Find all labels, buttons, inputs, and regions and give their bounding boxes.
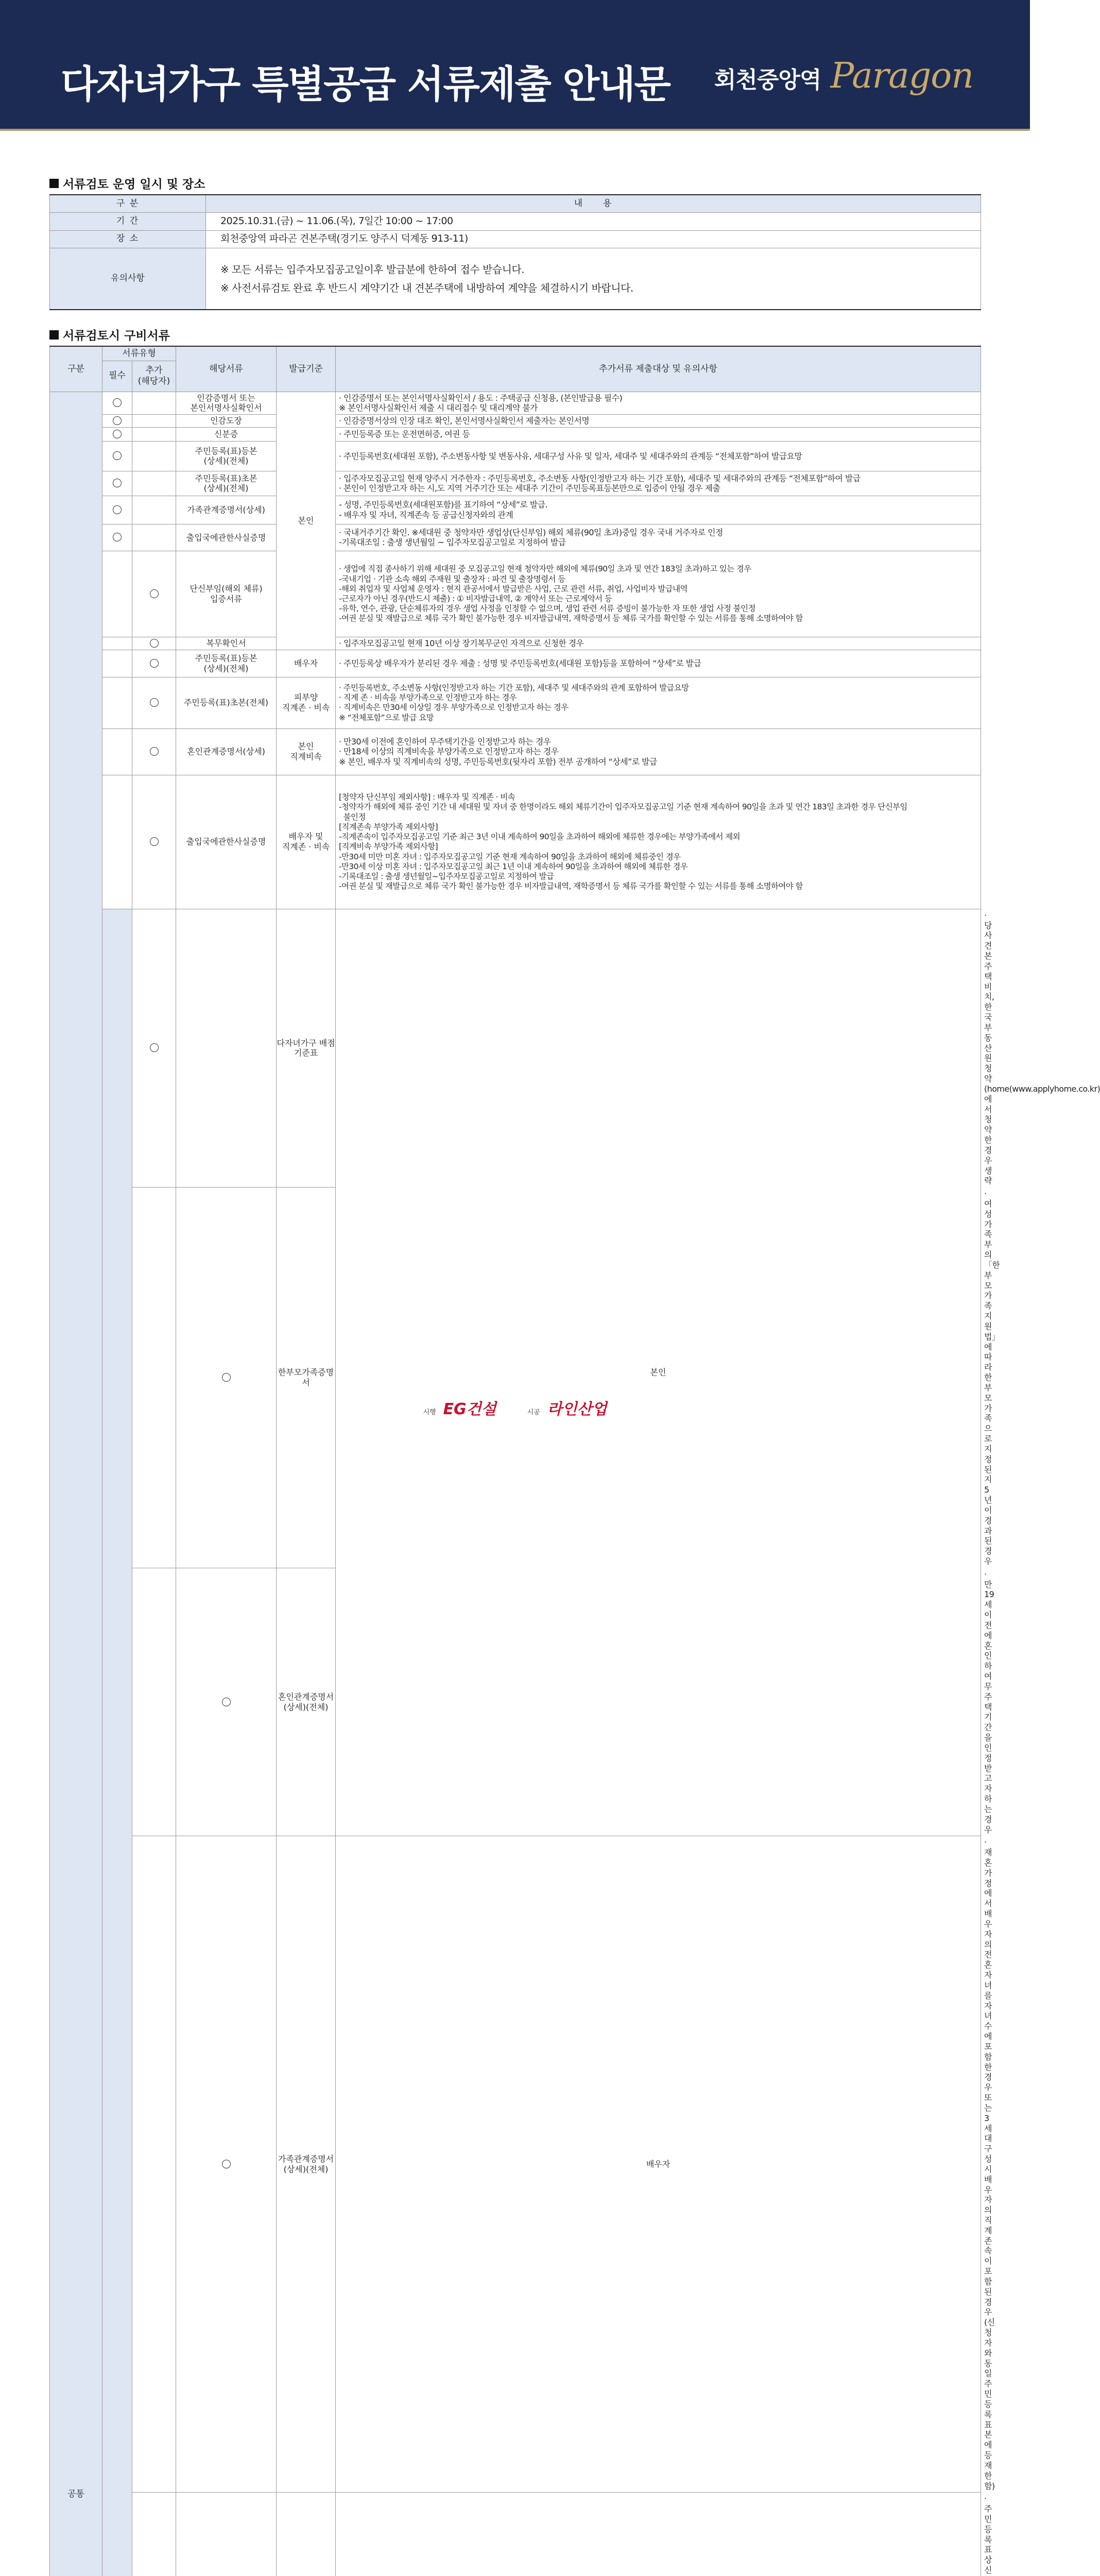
required-cell	[132, 1188, 176, 1568]
table-row: · 주민등록표상 신	[50, 2493, 981, 2576]
additional-cell	[132, 524, 176, 551]
circle-mark-icon	[113, 398, 122, 407]
document-name: 혼인관계증명서 (상세)(전체)	[277, 1568, 336, 1836]
issue-basis: 배우자	[277, 650, 336, 677]
col-category: 구분	[50, 346, 102, 392]
circle-mark-icon	[113, 451, 122, 460]
additional-cell	[132, 650, 176, 677]
document-name: 주민등록(표)등본 (상세)(전체)	[176, 441, 277, 471]
schedule-head-label: 구 분	[50, 195, 206, 212]
issue-basis: 배우자	[336, 1836, 981, 2493]
table-row: 혼인관계증명서 (상세)(전체) · 만19세 이전에 혼인하여 무주택기간을 인정받고자 하는 경우	[50, 1568, 981, 1836]
issue-basis: 본인	[277, 392, 336, 650]
document-name: 출입국에관한사실증명	[176, 524, 277, 551]
developer-logo: EG건설	[443, 1400, 496, 1418]
additional-cell	[132, 392, 176, 415]
required-cell	[132, 1568, 176, 1836]
table-row	[50, 496, 981, 524]
brand-korean: 회천중앙역	[714, 67, 821, 93]
place-value: 회천중앙역 파라곤 견본주택(경기도 양주시 덕계동 913-11)	[206, 230, 981, 248]
required-cell	[102, 728, 132, 775]
brand-paragon: Paragon	[830, 56, 973, 96]
col-type: 서류유형	[102, 346, 176, 361]
additional-cell	[176, 2493, 277, 2576]
table-row	[50, 551, 981, 637]
document-name: 한부모가족증명서	[277, 1188, 336, 1568]
notes-label: 유의사항	[50, 248, 206, 310]
page-title: 다자녀가구 특별공급 서류제출 안내문	[61, 62, 671, 107]
circle-mark-icon	[113, 505, 122, 514]
notes-cell: · 주민등록상 배우자가 분리된 경우 제출 : 성명 및 주민등록번호(세대원 포함)등을 포함하여 “상세”로 발급	[336, 650, 981, 677]
circle-mark-icon	[113, 479, 122, 487]
notes-cell: · 주민등록증 또는 운전면허증, 여권 등	[336, 427, 981, 441]
builder-label: 시공	[527, 1409, 540, 1416]
additional-cell	[176, 1568, 277, 1836]
notes-cell: · 생업에 직접 종사하기 위해 세대원 중 모집공고일 현재 청약자만 해외에 체류(90일 초과 및 연간 183일 초과)하고 있는 경우 -국내기업 · 기관 소속 해외 주재원 및 출장자 : 파견 및 출장명령서 등 -해외 취업자 및 사업체 운영자 : 현지 관공서에서 발급받은 사업, 근로 관련 서류, 취업, 사업비자 발급내역 -근로자가 아닌 경우(반드시 제출) : ① 비자발급내역, ② 계약서 또는 근로계약서 등 -유학, 연수, 관광, 단순체류자의 경우 생업 사정을 인정할 수 없으며, 생업 관련 서류 증빙이 불가능한 자 또한 생업 사정 불인정 -여권 분실 및 재발급으로 체류 국가 확인 불가능한 경우 비자발급내역, 재학증명서 등 체류 국가를 확인할 수 있는 서류를 통해 소명하여야 함	[336, 551, 981, 637]
notes-cell: · 입주자모집공고일 현재 양주시 거주한자 : 주민등록번호, 주소변동 사항(인정받고자 하는 기간 포함), 세대주 및 세대주와의 관계등 “전체포함”하여 발급 · 본인이 인정받고자 하는 시,도 지역 거주기간 또는 세대주 기간이 주민등록표등본만으로 입증이 안될 경우 제출	[336, 471, 981, 496]
col-document: 해당서류	[176, 346, 277, 392]
document-name: 출입국에관한사실증명	[176, 775, 277, 909]
table-row	[50, 524, 981, 551]
additional-cell	[132, 427, 176, 441]
col-notes: 추가서류 제출대상 및 유의사항	[336, 346, 981, 392]
document-name: 가족관계증명서(상세)	[176, 496, 277, 524]
required-cell	[102, 775, 132, 909]
category-multichild	[102, 909, 132, 2576]
period-label: 기 간	[50, 212, 206, 230]
square-bullet-icon	[49, 330, 59, 340]
notes-cell: · 주민등록번호, 주소변동 사항(인정받고자 하는 기간 포함), 세대주 및 세대주와의 관계 포함하여 발급요망 · 직계 존 · 비속을 부양가족으로 인정받고자 하는 경우 · 직계비속은 만30세 이상일 경우 부양가족으로 인정받고자 하는 경우 ※ “전체포함”으로 발급 요망	[336, 677, 981, 728]
document-name: 단신부임(해외 체류) 입증서류	[176, 551, 277, 637]
document-name: 다자녀가구 배점기준표	[277, 909, 336, 1187]
required-cell	[132, 1836, 176, 2493]
circle-mark-icon	[150, 589, 159, 598]
notes-cell: · 국내거주기간 확인. ※세대원 중 청약자만 생업상(단신부임) 해외 체류(90일 초과)중일 경우 국내 거주자로 인정 -기록대조일 : 출생 생년월일 ~ 입주자모집공고일로 지정하여 발급	[336, 524, 981, 551]
period-value: 2025.10.31.(금) ~ 11.06.(목), 7일간 10:00 ~ 17:00	[206, 212, 981, 230]
required-cell	[102, 392, 132, 415]
circle-mark-icon	[150, 747, 159, 756]
required-cell	[102, 551, 132, 637]
table-row: 한부모가족증명서 · 여성가족부의 「한부모가족 지원법」 에 따라 한부모가족으로 지정된 지 5년이 경과된 경우	[50, 1188, 981, 1568]
table-row	[50, 775, 981, 909]
required-cell	[102, 471, 132, 496]
document-name: 가족관계증명서 (상세)(전체)	[277, 1836, 336, 2493]
additional-cell	[176, 1188, 277, 1568]
additional-cell	[132, 728, 176, 775]
developer-label: 시행	[423, 1409, 436, 1416]
required-cell	[102, 415, 132, 428]
additional-cell	[132, 551, 176, 637]
section-title-text: 서류검토 운영 일시 및 장소	[63, 178, 205, 191]
issue-basis: 피부양 직계존 · 비속	[277, 677, 336, 728]
table-row	[50, 637, 981, 650]
circle-mark-icon	[150, 837, 159, 846]
note-2: ※ 사전서류검토 완료 후 반드시 계약기간 내 견본주택에 내방하여 계약을 체결하시기 바랍니다.	[220, 281, 633, 294]
circle-mark-icon	[150, 1043, 159, 1052]
table-row	[50, 392, 981, 415]
document-name: 혼인관계증명서(상세)	[176, 728, 277, 775]
additional-cell	[132, 415, 176, 428]
section-title-schedule	[49, 175, 205, 192]
document-name: 주민등록(표)초본 (상세)(전체)	[176, 471, 277, 496]
circle-mark-icon	[222, 1698, 231, 1706]
issue-basis: 본인 직계비속	[277, 728, 336, 775]
document-name	[277, 2493, 336, 2576]
additional-cell	[132, 441, 176, 471]
circle-mark-icon	[150, 659, 159, 668]
required-cell	[102, 524, 132, 551]
col-additional: 추가 (해당자)	[132, 361, 176, 392]
builder-logo: 라인산업	[547, 1400, 607, 1418]
schedule-head-value: 내 용	[206, 195, 981, 212]
table-row	[50, 728, 981, 775]
document-name: 주민등록(표)등본 (상세)(전체)	[176, 650, 277, 677]
notes-cell: · 만30세 이전에 혼인하여 무주택기간을 인정받고자 하는 경우 · 만18세 이상의 직계비속을 부양가족으로 인정받고자 하는 경우 ※ 본인, 배우자 및 직계비속의 성명, 주민등록번호(뒷자리 포함) 전부 공개하여 “상세”로 발급	[336, 728, 981, 775]
document-name: 신분증	[176, 427, 277, 441]
footer	[0, 1396, 1030, 1419]
table-row: 가족관계증명서 (상세)(전체) 배우자 · 재혼가정에서 배우자의 전혼자녀를 자녀수에 포함한 경우 또는 3세대 구성 시 배우자의 직계존속이 포함된 경우(신청자와 동일 주민등록표본에 등재 한함)	[50, 1836, 981, 2493]
circle-mark-icon	[113, 533, 122, 541]
table-row	[50, 441, 981, 471]
col-basis: 발급기준	[277, 346, 336, 392]
circle-mark-icon	[222, 2160, 231, 2168]
notes-cell: · 입주자모집공고일 현재 10년 이상 장기복무군인 자격으로 신청한 경우	[336, 637, 981, 650]
circle-mark-icon	[113, 416, 122, 425]
notes-cell: · 주민등록번호(세대원 포함), 주소변동사항 및 변동사유, 세대구성 사유 및 일자, 세대주 및 세대주와의 관계등 “전체포함”하여 발급요망	[336, 441, 981, 471]
document-name: 인감증명서 또는 본인서명사실확인서	[176, 392, 277, 415]
document-name: 인감도장	[176, 415, 277, 428]
brand-logo	[714, 56, 973, 96]
table-row	[50, 471, 981, 496]
required-cell	[102, 677, 132, 728]
circle-mark-icon	[150, 698, 159, 707]
section-title-documents	[49, 326, 170, 343]
additional-cell	[132, 496, 176, 524]
section-title-text: 서류검토시 구비서류	[63, 329, 170, 343]
circle-mark-icon	[113, 430, 122, 438]
additional-cell	[132, 775, 176, 909]
additional-cell	[176, 1836, 277, 2493]
issue-basis: 본인	[336, 909, 981, 1836]
required-cell	[132, 909, 176, 1187]
category-common: 공통	[50, 392, 102, 2576]
required-cell	[132, 2493, 176, 2576]
header-divider	[0, 129, 1030, 131]
document-name: 주민등록(표)초본(전체)	[176, 677, 277, 728]
required-cell	[102, 496, 132, 524]
required-cell	[102, 427, 132, 441]
additional-cell	[132, 471, 176, 496]
additional-cell	[132, 677, 176, 728]
notes-cell: [청약자 단신부임 제외사항] : 배우자 및 직계존 · 비속 -청약자가 해외에 체류 중인 기간 내 세대원 및 자녀 중 한명이라도 해외 체류기간이 입주자모집공고일 기준 현재 계속하여 90일을 초과 및 연간 183일 초과한 경우 단신부임 불인정 [직계존속 부양가족 제외사항] -직계존속이 입주자모집공고일 기준 최근 3년 이내 계속하여 90일을 초과하여 해외에 체류한 경우에는 부양가족에서 제외 [직계비속 부양가족 제외사항] -만30세 미만 미혼 자녀 : 입주자모집공고일 기준 현재 계속하여 90일을 초과하여 해외에 체류중인 경우 -만30세 이상 미혼 자녀 : 입주자모집공고일 최근 1년 이내 계속하여 90일을 초과하여 해외에 체류한 경우 -기록대조일 : 출생 생년월일~입주자모집공고일로 지정하여 발급 -여권 분실 및 재발급으로 체류 국가 확인 불가능한 경우 비자발급내역, 재학증명서 등 체류 국가를 확인할 수 있는 서류를 통해 소명하여야 함	[336, 775, 981, 909]
additional-cell	[176, 909, 277, 1187]
notes-value	[206, 248, 981, 310]
table-row	[50, 427, 981, 441]
required-cell	[102, 650, 132, 677]
issue-basis	[336, 2493, 981, 2576]
table-row	[50, 415, 981, 428]
circle-mark-icon	[222, 1373, 231, 1382]
col-required: 필수	[102, 361, 132, 392]
table-row: 다자녀가구 배점기준표 본인 · 당사 견본주택 비치, 한국부동산원 청약(home(www.applyhome.co.kr)에서 청약한 경우 생략	[50, 909, 981, 1187]
circle-mark-icon	[150, 639, 159, 648]
required-cell	[102, 637, 132, 650]
square-bullet-icon	[49, 179, 59, 188]
note-1: ※ 모든 서류는 입주자모집공고일이후 발급분에 한하여 접수 받습니다.	[220, 263, 525, 276]
notes-cell: · 인감증명서상의 인장 대조 확인, 본인서명사실확인서 제출자는 본인서명	[336, 415, 981, 428]
table-row	[50, 677, 981, 728]
place-label: 장 소	[50, 230, 206, 248]
table-row	[50, 650, 981, 677]
schedule-table	[49, 194, 981, 310]
documents-table	[49, 346, 1100, 2576]
additional-cell	[132, 637, 176, 650]
notes-cell: · 인감증명서 또는 본인서명사실확인서 / 용도 : 주택공급 신청용, (본인발급용 필수) ※ 본인서명사실확인서 제출 시 대리접수 및 대리계약 불가	[336, 392, 981, 415]
notes-cell: - 성명, 주민등록번호(세대원포함)를 표기하여 “상세”로 발급. - 배우자 및 자녀, 직계존속 등 공급신청자와의 관계	[336, 496, 981, 524]
issue-basis: 배우자 및 직계존 · 비속	[277, 775, 336, 909]
required-cell	[102, 441, 132, 471]
document-name: 복무확인서	[176, 637, 277, 650]
